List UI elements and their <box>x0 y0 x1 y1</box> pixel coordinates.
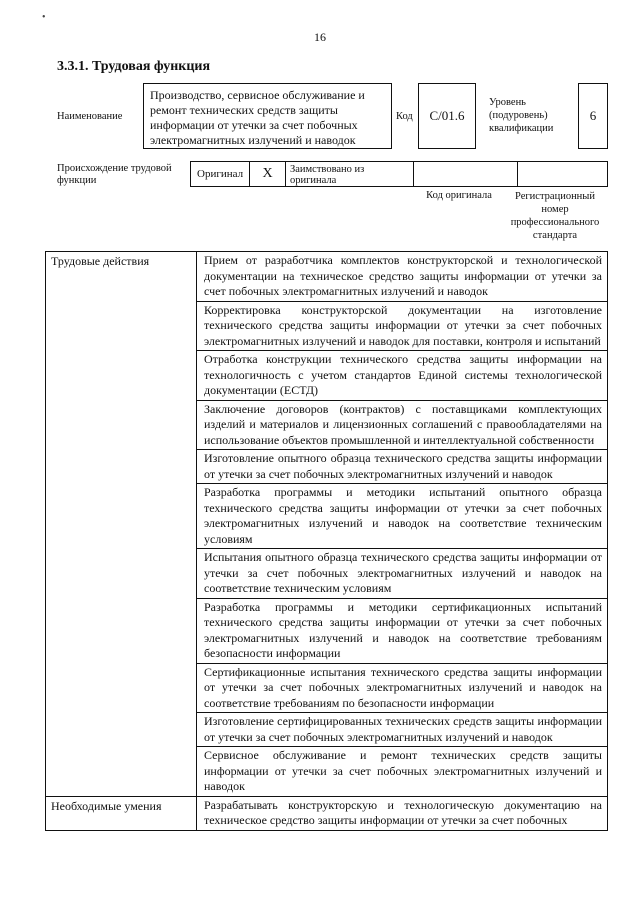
skills-list <box>197 796 608 830</box>
list-item: Сертификационные испытания технического средства защиты информации от утечки за счет побочных электромагнитных излучений и наводок на соответствие требованиям по безопасности информации <box>197 664 607 714</box>
reg-number-label: Регистрационный номер профессионального стандарта <box>510 191 600 241</box>
origin-mark: X <box>250 161 286 187</box>
section-title: 3.3.1. Трудовая функция <box>57 59 211 74</box>
origin-borrowed: Заимствовано из оригинала <box>286 161 414 187</box>
list-item: Разработка программы и методики испытаний опытного образца технического средства защиты информации от утечки за счет побочных электромагнитных излучений и наводок на соответствие техническим условиям <box>197 484 607 549</box>
list-item: Корректировка конструкторской документации на изготовление технического средства защиты информации от утечки за счет побочных электромагнитных излучений и наводок для поставки, контроля и испытаний <box>197 302 607 352</box>
labor-actions-label: Трудовые действия <box>46 252 197 797</box>
labor-actions-row <box>46 252 608 797</box>
origin-table <box>190 161 608 187</box>
function-table <box>45 251 608 831</box>
list-item: Изготовление опытного образца технического средства защиты информации от утечки за счет побочных электромагнитных излучений и наводок <box>197 450 607 484</box>
level-label: Уровень (подуровень) квалификации <box>489 97 554 134</box>
list-item: Отработка конструкции технического средства защиты информации на технологичность с учетом стандартов Единой системы технологической документации (ЕСТД) <box>197 351 607 401</box>
code-original-label: Код оригинала <box>426 190 492 201</box>
list-item: Прием от разработчика комплектов конструкторской и технологической документации на техническое средство защиты информации от утечки за счет побочных электромагнитных излучений и наводок <box>197 252 607 302</box>
skills-row <box>46 796 608 830</box>
corner-mark: • <box>42 12 46 23</box>
level-value: 6 <box>578 83 608 149</box>
labor-actions-list <box>197 252 608 797</box>
list-item: Сервисное обслуживание и ремонт технических средств защиты информации от утечки за счет побочных электромагнитных излучений и наводок <box>204 748 602 793</box>
name-label: Наименование <box>57 111 123 122</box>
skills-label: Необходимые умения <box>46 796 197 830</box>
list-item: Изготовление сертифицированных технических средств защиты информации от утечки за счет побочных электромагнитных излучений и наводок <box>197 713 607 747</box>
origin-original: Оригинал <box>190 161 250 187</box>
origin-code-cell <box>414 161 518 187</box>
page-number: 16 <box>314 30 326 44</box>
name-value: Производство, сервисное обслуживание и ремонт технических средств защиты информации от утечки за счет побочных электромагнитных излучений и наводок <box>143 83 392 149</box>
list-item: Заключение договоров (контрактов) с поставщиками комплектующих изделий и материалов и лицензионных соглашений с правообладателями на использование объектов промышленной и интеллектуальной собственности <box>197 401 607 451</box>
origin-label: Происхождение трудовой функции <box>57 163 172 186</box>
list-item: Испытания опытного образца технического средства защиты информации от утечки за счет побочных электромагнитных излучений и наводок на соответствие техническим условиям <box>197 549 607 599</box>
code-value: C/01.6 <box>418 83 476 149</box>
list-item: Разрабатывать конструкторскую и технологическую документацию на техническое средство защиты информации от утечки за счет побочных <box>204 797 602 827</box>
origin-reg-cell <box>518 161 608 187</box>
list-item: Разработка программы и методики сертификационных испытаний технического средства защиты информации от утечки за счет побочных электромагнитных излучений и наводок на соответствие требованиям безопасности информации <box>197 599 607 664</box>
code-label: Код <box>396 111 413 122</box>
